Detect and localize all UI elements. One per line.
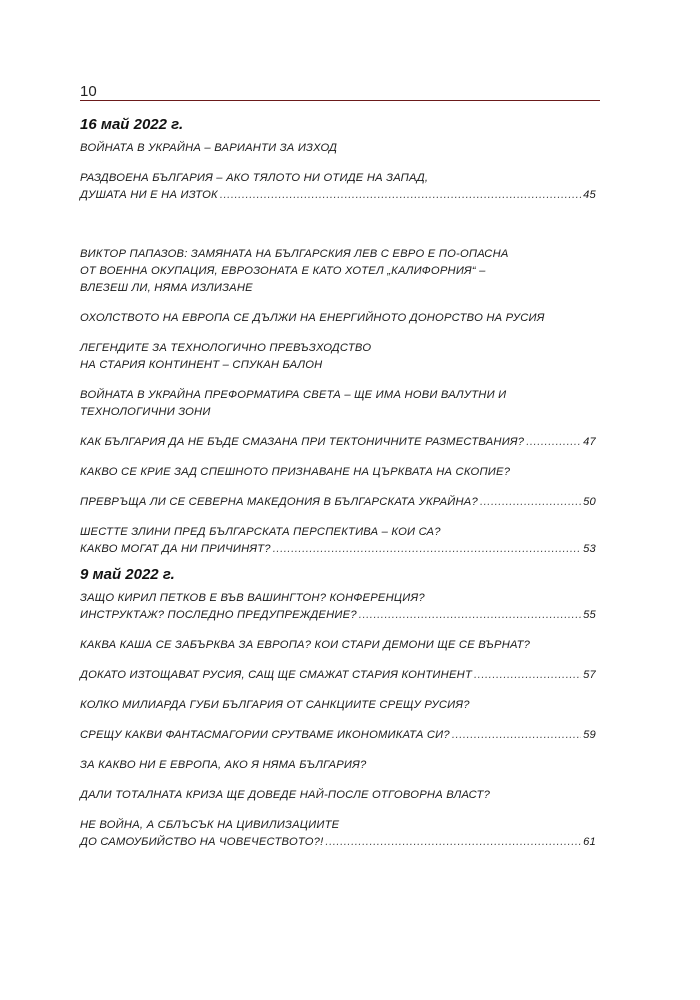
- toc-entry-line: КАКВО СЕ КРИЕ ЗАД СПЕШНОТО ПРИЗНАВАНЕ НА ЦЪРКВАТА НА СКОПИЕ?: [80, 466, 511, 478]
- toc-entry-title: КАК БЪЛГАРИЯ ДА НЕ БЪДЕ СМАЗАНА ПРИ ТЕКТОНИЧНИТЕ РАЗМЕСТВАНИЯ?: [80, 436, 525, 448]
- toc-entry: [80, 817, 596, 851]
- toc-entry-line: ТЕХНОЛОГИЧНИ ЗОНИ: [80, 406, 211, 418]
- toc-entry-line: ЗАЩО КИРИЛ ПЕТКОВ Е ВЪВ ВАШИНГТОН? КОНФЕРЕНЦИЯ?: [80, 592, 425, 604]
- toc-entry: [80, 757, 596, 774]
- toc-entry-title: СРЕЩУ КАКВИ ФАНТАСМАГОРИИ СРУТВАМЕ ИКОНОМИКАТА СИ?: [80, 729, 450, 741]
- toc-entry: [80, 387, 596, 421]
- dot-leader: [474, 667, 581, 684]
- toc-entry-line-with-page: [80, 494, 596, 511]
- toc-entry-title: ДО САМОУБИЙСТВО НА ЧОВЕЧЕСТВОТО?!: [80, 836, 324, 848]
- toc-entry: [80, 637, 596, 654]
- toc-page-number: 55: [583, 609, 596, 621]
- toc-entry-line: ДАЛИ ТОТАЛНАТА КРИЗА ЩЕ ДОВЕДЕ НАЙ-ПОСЛЕ ОТГОВОРНА ВЛАСТ?: [80, 789, 491, 801]
- toc-entry-line-with-page: [80, 727, 596, 744]
- toc-entry-line-with-page: [80, 187, 596, 204]
- toc-page-number: 50: [583, 496, 596, 508]
- toc-entry-title: КАКВО МОГАТ ДА НИ ПРИЧИНЯТ?: [80, 543, 271, 555]
- dot-leader: [452, 727, 581, 744]
- toc-entry: [80, 524, 596, 558]
- toc-page-number: 53: [583, 543, 596, 555]
- toc-entry: [80, 727, 596, 744]
- toc-entry: [80, 246, 596, 297]
- toc-entry-line: КАКВА КАША СЕ ЗАБЪРКВА ЗА ЕВРОПА? КОИ СТАРИ ДЕМОНИ ЩЕ СЕ ВЪРНАТ?: [80, 639, 531, 651]
- toc-entry-title: ИНСТРУКТАЖ? ПОСЛЕДНО ПРЕДУПРЕЖДЕНИЕ?: [80, 609, 357, 621]
- toc-entry-line-with-page: [80, 667, 596, 684]
- toc-entry-line-with-page: [80, 434, 596, 451]
- toc-entry-line-with-page: [80, 834, 596, 851]
- toc-list: [80, 590, 596, 864]
- page-number: 10: [80, 83, 97, 100]
- toc-entry: [80, 494, 596, 511]
- toc-entry-line: НА СТАРИЯ КОНТИНЕНТ – СПУКАН БАЛОН: [80, 359, 323, 371]
- toc-entry: [80, 697, 596, 714]
- toc-entry: [80, 434, 596, 451]
- toc-entry-line-with-page: [80, 541, 596, 558]
- toc-entry-line: ВОЙНАТА В УКРАЙНА ПРЕФОРМАТИРА СВЕТА – ЩЕ ИМА НОВИ ВАЛУТНИ И: [80, 389, 507, 401]
- dot-leader: [220, 187, 581, 204]
- toc-page-number: 61: [583, 836, 596, 848]
- toc-list: [80, 140, 596, 571]
- toc-entry: [80, 464, 596, 481]
- header-rule: [80, 100, 600, 101]
- toc-entry: [80, 340, 596, 374]
- dot-leader: [526, 434, 581, 451]
- toc-entry-line: ОХОЛСТВОТО НА ЕВРОПА СЕ ДЪЛЖИ НА ЕНЕРГИЙНОТО ДОНОРСТВО НА РУСИЯ: [80, 312, 545, 324]
- toc-entry: [80, 787, 596, 804]
- toc-entry-line: ОТ ВОЕННА ОКУПАЦИЯ, ЕВРОЗОНАТА Е КАТО ХОТЕЛ „КАЛИФОРНИЯ“ –: [80, 265, 486, 277]
- section-date: 9 май 2022 г.: [80, 566, 175, 583]
- toc-entry-line-with-page: [80, 607, 596, 624]
- dot-leader: [359, 607, 581, 624]
- dot-leader: [325, 834, 581, 851]
- toc-entry: [80, 310, 596, 327]
- toc-entry: [80, 170, 596, 204]
- toc-entry: [80, 590, 596, 624]
- dot-leader: [480, 494, 581, 511]
- toc-page-number: 57: [583, 669, 596, 681]
- toc-entry-line: ШЕСТТЕ ЗЛИНИ ПРЕД БЪЛГАРСКАТА ПЕРСПЕКТИВА – КОИ СА?: [80, 526, 441, 538]
- dot-leader: [273, 541, 581, 558]
- toc-entry: [80, 140, 596, 157]
- section-date: 16 май 2022 г.: [80, 116, 184, 133]
- toc-entry-line: ЗА КАКВО НИ Е ЕВРОПА, АКО Я НЯМА БЪЛГАРИЯ?: [80, 759, 367, 771]
- toc-entry-title: ПРЕВРЪЩА ЛИ СЕ СЕВЕРНА МАКЕДОНИЯ В БЪЛГАРСКАТА УКРАЙНА?: [80, 496, 478, 508]
- toc-entry-line: ЛЕГЕНДИТЕ ЗА ТЕХНОЛОГИЧНО ПРЕВЪЗХОДСТВО: [80, 342, 372, 354]
- toc-entry-line: ВИКТОР ПАПАЗОВ: ЗАМЯНАТА НА БЪЛГАРСКИЯ ЛЕВ С ЕВРО Е ПО-ОПАСНА: [80, 248, 509, 260]
- toc-entry-title: ДОКАТО ИЗТОЩАВАТ РУСИЯ, САЩ ЩЕ СМАЖАТ СТАРИЯ КОНТИНЕНТ: [80, 669, 472, 681]
- toc-entry-line: ВОЙНАТА В УКРАЙНА – ВАРИАНТИ ЗА ИЗХОД: [80, 142, 338, 154]
- toc-entry-title: ДУШАТА НИ Е НА ИЗТОК: [80, 189, 218, 201]
- toc-entry-line: КОЛКО МИЛИАРДА ГУБИ БЪЛГАРИЯ ОТ САНКЦИИТЕ СРЕЩУ РУСИЯ?: [80, 699, 470, 711]
- toc-entry-line: НЕ ВОЙНА, А СБЛЪСЪК НА ЦИВИЛИЗАЦИИТЕ: [80, 819, 340, 831]
- toc-entry: [80, 667, 596, 684]
- toc-entry-line: РАЗДВОЕНА БЪЛГАРИЯ – АКО ТЯЛОТО НИ ОТИДЕ НА ЗАПАД,: [80, 172, 429, 184]
- toc-page-number: 59: [583, 729, 596, 741]
- toc-page-number: 45: [583, 189, 596, 201]
- toc-entry-line: ВЛЕЗЕШ ЛИ, НЯМА ИЗЛИЗАНЕ: [80, 282, 253, 294]
- toc-page-number: 47: [583, 436, 596, 448]
